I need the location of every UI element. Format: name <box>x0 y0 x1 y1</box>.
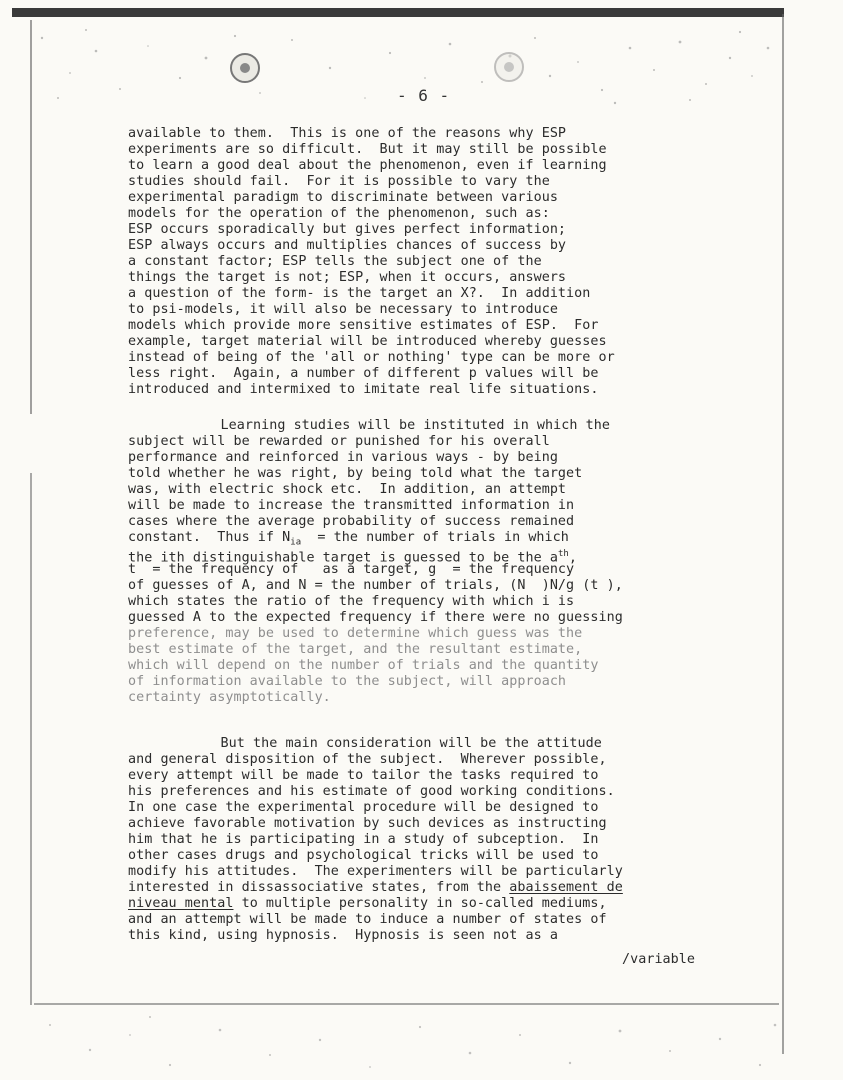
continuation-marker: /variable <box>622 952 696 967</box>
text-line: of guesses of A, and N = the number of trials, (N )N/g (t ), <box>128 578 623 593</box>
text-segment: interested in dissassociative states, from the <box>128 880 510 895</box>
text-line: things the target is not; ESP, when it occurs, answers <box>128 270 567 285</box>
text-line: t = the frequency of as a target, g = the frequency <box>128 562 575 577</box>
text-segment: , <box>568 550 577 566</box>
text-line: and general disposition of the subject. Wherever possible, <box>128 752 607 767</box>
text-segment: constant. Thus if N <box>128 530 291 545</box>
text-line: ESP always occurs and multiplies chances of success by <box>128 238 567 253</box>
text-segment: the ith distinguishable target is guessed to be the a <box>128 550 558 566</box>
text-line: experimental paradigm to discriminate between various <box>128 190 558 205</box>
text-line: available to them. This is one of the reasons why ESP <box>128 126 567 141</box>
text-line: guessed A to the expected frequency if there were no guessing <box>128 610 623 625</box>
text-line <box>128 880 623 896</box>
text-line: experiments are so difficult. But it may still be possible <box>128 142 607 157</box>
text-line: best estimate of the target, and the resultant estimate, <box>128 642 583 657</box>
text-line: preference, may be used to determine which guess was the <box>128 626 583 641</box>
punch-hole-left-icon <box>230 53 260 83</box>
superscript: th <box>557 549 569 559</box>
text-line: subject will be rewarded or punished for his overall <box>128 434 550 449</box>
scan-top-border <box>12 8 784 17</box>
underlined-term: abaissement de <box>509 880 623 895</box>
text-line: told whether he was right, by being told what the target <box>128 466 583 481</box>
punch-hole-right-icon <box>494 52 524 82</box>
text-line: less right. Again, a number of different p values will be <box>128 366 599 381</box>
text-line: ESP occurs sporadically but gives perfect information; <box>128 222 567 237</box>
text-line: was, with electric shock etc. In addition, an attempt <box>128 482 567 497</box>
text-line: introduced and intermixed to imitate real life situations. <box>128 382 599 397</box>
text-line: instead of being of the 'all or nothing' type can be more or <box>128 350 615 365</box>
text-line: will be made to increase the transmitted information in <box>128 498 575 513</box>
text-line: and an attempt will be made to induce a number of states of <box>128 912 607 927</box>
text-line: studies should fail. For it is possible to vary the <box>128 174 550 189</box>
text-segment: to multiple personality in so-called mediums, <box>233 896 607 911</box>
page-number: - 6 - <box>397 86 451 105</box>
text-line: models for the operation of the phenomenon, such as: <box>128 206 550 221</box>
text-line: achieve favorable motivation by such devices as instructing <box>128 816 607 831</box>
text-line: a constant factor; ESP tells the subject one of the <box>128 254 542 269</box>
scan-noise-bottom <box>30 1005 790 1080</box>
scan-right-edge <box>782 14 784 1054</box>
text-line: example, target material will be introduced whereby guesses <box>128 334 607 349</box>
text-line: which will depend on the number of trials and the quantity <box>128 658 599 673</box>
text-line: this kind, using hypnosis. Hypnosis is seen not as a <box>128 928 558 943</box>
text-line: his preferences and his estimate of good working conditions. <box>128 784 615 799</box>
text-line: a question of the form- is the target an X?. In addition <box>128 286 591 301</box>
underlined-term: niveau mental <box>128 896 234 911</box>
text-line: of information available to the subject, will approach <box>128 674 567 689</box>
text-line: him that he is participating in a study of subception. In <box>128 832 599 847</box>
text-line: which states the ratio of the frequency with which i is <box>128 594 575 609</box>
text-line: performance and reinforced in various ways - by being <box>128 450 558 465</box>
text-line: modify his attitudes. The experimenters will be particularly <box>128 864 623 879</box>
scan-left-edge <box>30 20 32 1005</box>
text-line: But the main consideration will be the attitude <box>180 736 602 751</box>
text-line <box>128 896 607 912</box>
subscript: ia <box>290 537 302 548</box>
text-line: other cases drugs and psychological tricks will be used to <box>128 848 599 863</box>
text-line: to psi-models, it will also be necessary to introduce <box>128 302 558 317</box>
text-line: every attempt will be made to tailor the tasks required to <box>128 768 599 783</box>
text-line: certainty asymptotically. <box>128 690 331 705</box>
scan-bottom-edge <box>34 1003 779 1005</box>
text-line: In one case the experimental procedure will be designed to <box>128 800 599 815</box>
text-line: cases where the average probability of success remained <box>128 514 575 529</box>
text-segment: = the number of trials in which <box>301 530 569 545</box>
text-line: Learning studies will be instituted in which the <box>180 418 610 433</box>
text-line: models which provide more sensitive estimates of ESP. For <box>128 318 599 333</box>
text-line: to learn a good deal about the phenomenon, even if learning <box>128 158 607 173</box>
